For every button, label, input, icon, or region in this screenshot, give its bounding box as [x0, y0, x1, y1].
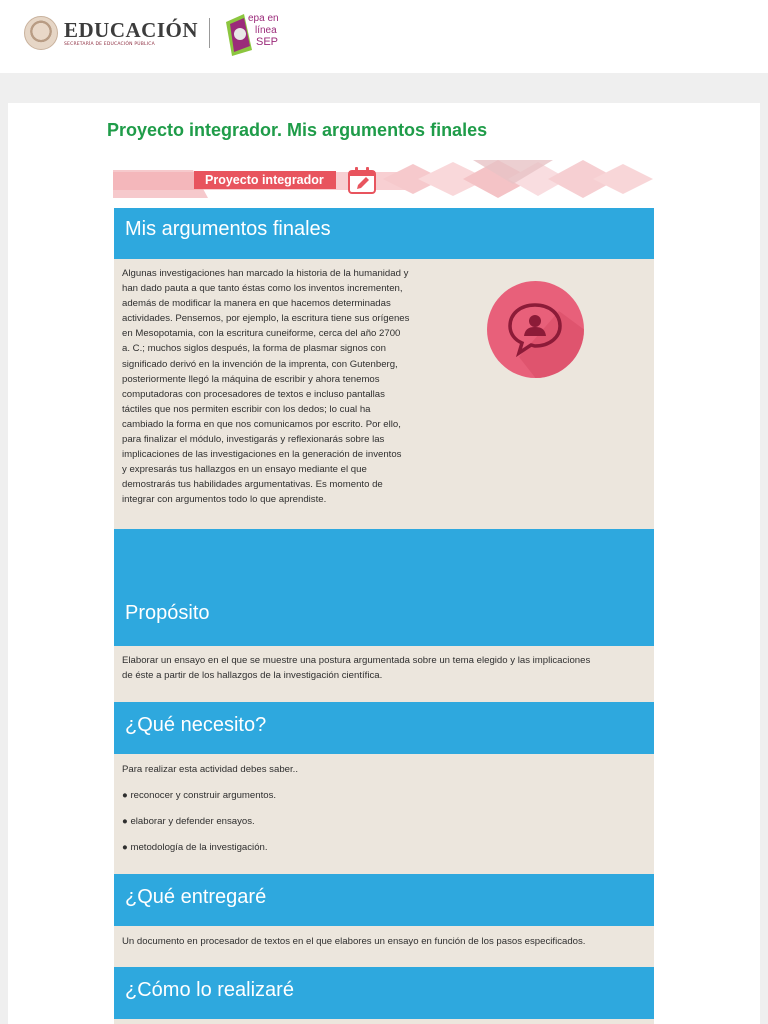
- section-body-mis-argumentos: [114, 259, 654, 529]
- necesito-intro: Para realizar esta actividad debes saber..: [122, 764, 298, 775]
- prepa-en-linea-logo[interactable]: [224, 10, 286, 56]
- svg-text:SEP: SEP: [256, 36, 279, 48]
- speech-bubble-person-icon: [487, 281, 584, 378]
- section-heading-proposito: [114, 529, 654, 646]
- logo-title: EDUCACIÓN: [64, 18, 199, 42]
- national-seal-icon: [24, 16, 58, 50]
- list-item: ● elaborar y defender ensayos.: [122, 816, 255, 828]
- logo-subtitle: SECRETARÍA DE EDUCACIÓN PÚBLICA: [64, 42, 155, 47]
- section-heading-mis-argumentos: Mis argumentos finales: [114, 208, 654, 259]
- proposito-line-1: Elaborar un ensayo en el que se muestre una postura argumentada sobre un tema elegido y las implicaciones: [122, 655, 591, 666]
- project-banner: [113, 160, 654, 198]
- section-body-que-entregare: [114, 926, 654, 967]
- section-heading-que-entregare: ¿Qué entregaré: [114, 874, 654, 926]
- sep-logo[interactable]: [24, 10, 286, 56]
- section-body-proposito: [114, 646, 654, 702]
- svg-text:línea: línea: [255, 25, 277, 36]
- banner-label: Proyecto integrador: [194, 171, 336, 189]
- section-heading-que-necesito: ¿Qué necesito?: [114, 702, 654, 754]
- proposito-line-2: de éste a partir de los hallazgos de la investigación científica.: [122, 670, 383, 682]
- proposito-heading-text: Propósito: [125, 602, 210, 624]
- section-body-que-necesito: [114, 754, 654, 874]
- intro-paragraph: Algunas investigaciones han marcado la historia de la humanidad y han dado pauta a que tanto éstas como los inventos incrementen, además de modificar la manera en que hacemos determinadas actividades. Pensemos, por ejemplo, la escritura tiene sus orígenes en Mesopotamia, con la escritura cuneiforme, cerca del año 2700 a. C.; muchos siglos después, la forma de plasmar signos con significado derivó en la invención de la imprenta, con Gutenberg, posteriormente llegó la máquina de escribir y ahora tenemos computadoras con procesadores de textos e incluso pantallas táctiles que nos permiten escribir con los dedos; lo cual ha cambiado la forma en que nos comunicamos por escrito. Por ello, para finalizar el módulo, investigarás y reflexionarás sobre las implicaciones de las investigaciones en la generación de inventos y expresarás tus hallazgos en un ensayo mediante el que demostrarás tus habilidades argumentativas. Es momento de integrar con argumentos todo lo que aprendiste.: [122, 268, 410, 506]
- section-heading-como-lo-realizare: ¿Cómo lo realizaré: [114, 967, 654, 1019]
- entregare-text: Un documento en procesador de textos en el que elabores un ensayo en función de los pasos especificados.: [122, 936, 586, 947]
- top-header: [0, 0, 768, 73]
- page-title: Proyecto integrador. Mis argumentos finales: [107, 120, 488, 140]
- svg-text:epa en: epa en: [248, 13, 279, 24]
- list-item: ● metodología de la investigación.: [122, 842, 268, 854]
- calendar-edit-icon: [347, 166, 377, 194]
- list-item: ● reconocer y construir argumentos.: [122, 790, 277, 802]
- section-body-como-lo-realizare: [114, 1019, 654, 1024]
- logo-divider: [209, 18, 210, 48]
